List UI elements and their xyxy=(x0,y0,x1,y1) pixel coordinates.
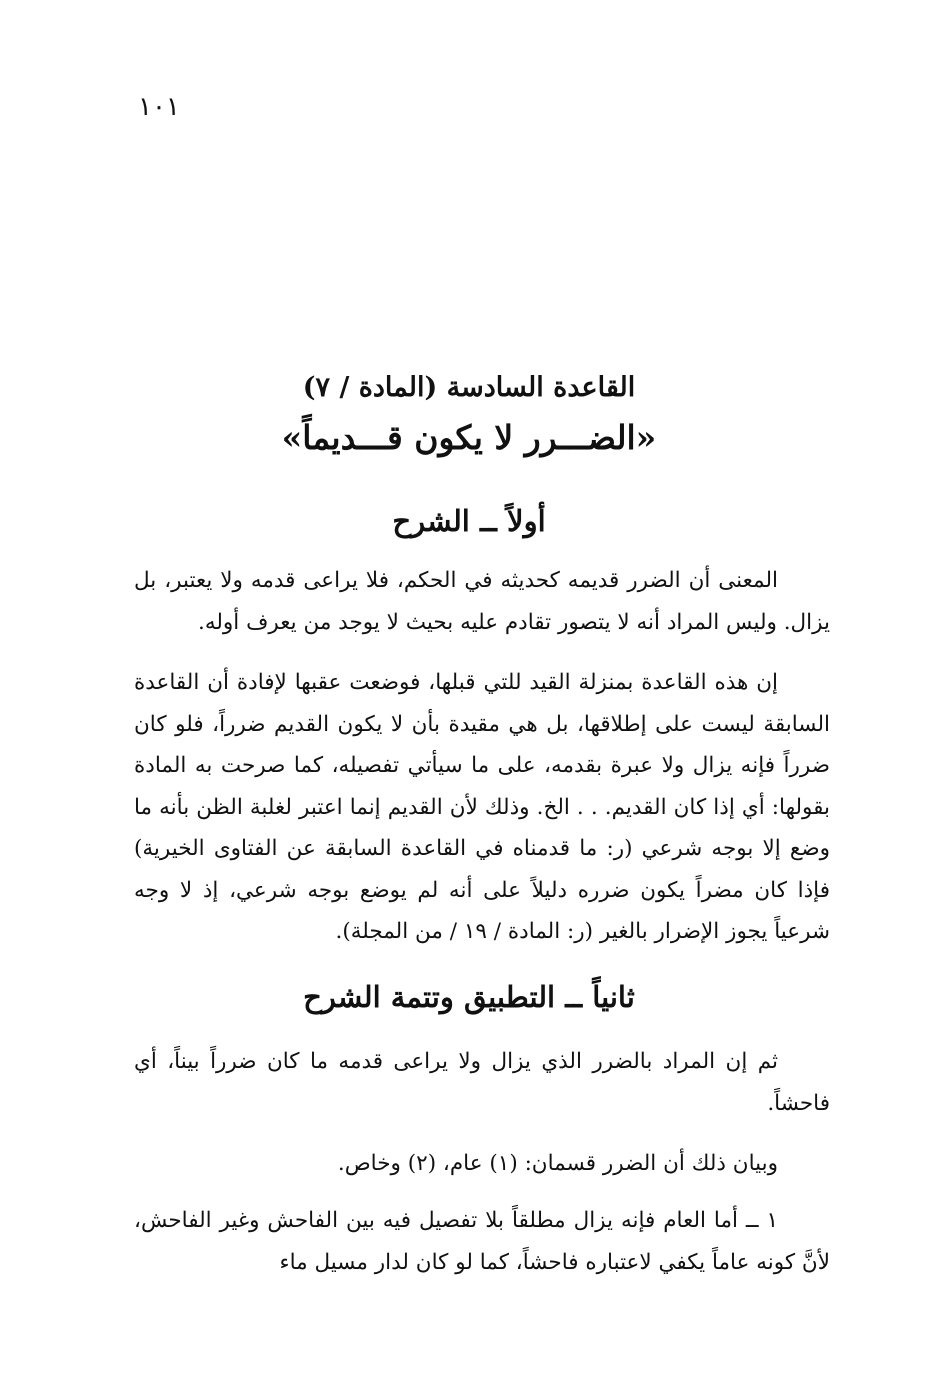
article-heading: القاعدة السادسة (المادة / ٧) xyxy=(302,372,636,403)
paragraph: وبيان ذلك أن الضرر قسمان: (١) عام، (٢) وخاص. xyxy=(337,1151,778,1176)
rule-title: «الضـــرر لا يكون قـــديماً» xyxy=(281,418,657,457)
section-heading-application: ثانياً ــ التطبيق وتتمة الشرح xyxy=(303,980,635,1014)
paragraph: ١ ــ أما العام فإنه يزال مطلقاً بلا تفصيل فيه بين الفاحش وغير الفاحش، لأنَّ كونه عاماً يكفي لاعتباره فاحشاً، كما لو كان لدار مسيل ماء xyxy=(134,1208,830,1275)
section-heading-explanation: أولاً ــ الشرح xyxy=(392,504,546,538)
paragraph: ثم إن المراد بالضرر الذي يزال ولا يراعى قدمه ما كان ضرراً بيناً، أي فاحشاً. xyxy=(134,1049,830,1116)
paragraph: المعنى أن الضرر قديمه كحديثه في الحكم، فلا يراعى قدمه ولا يعتبر، بل يزال. وليس المراد أنه لا يتصور تقادم عليه بحيث لا يوجد من يعرف أوله. xyxy=(134,568,830,635)
paragraph: إن هذه القاعدة بمنزلة القيد للتي قبلها، فوضعت عقبها لإفادة أن القاعدة السابقة ليست على إطلاقها، بل هي مقيدة بأن لا يكون القديم ضرراً، فلو كان ضرراً فإنه يزال ولا عبرة بقدمه، على ما سيأتي تفصيله، كما صرحت به المادة بقولها: أي إذا كان القديم. . . الخ. وذلك لأن القديم إنما اعتبر لغلبة الظن بأنه ما وضع إلا بوجه شرعي (ر: ما قدمناه في القاعدة السابقة عن الفتاوى الخيرية) فإذا كان مضراً يكون ضرره دليلاً على أنه لم يوضع بوجه شرعي، إذ لا وجه شرعياً يجوز الإضرار بالغير (ر: المادة / ١٩ / من المجلة). xyxy=(134,670,830,944)
page-number: ١٠١ xyxy=(138,92,180,122)
